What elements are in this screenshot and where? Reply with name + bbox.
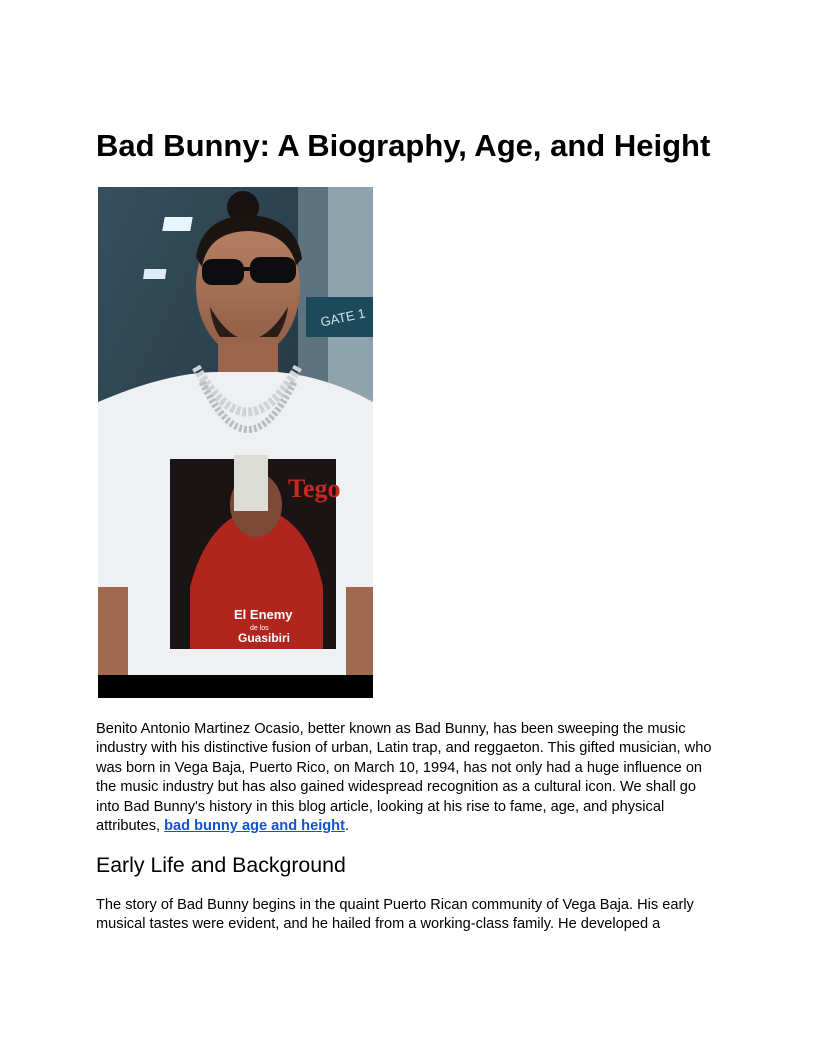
- bad-bunny-age-height-link[interactable]: bad bunny age and height: [164, 818, 345, 835]
- shirt-text-line3: Guasibiri: [238, 631, 291, 645]
- intro-paragraph: [96, 720, 720, 836]
- gate-sign-text: GATE 1: [319, 305, 367, 330]
- shirt-text-line2: de los: [250, 625, 269, 632]
- bad-bunny-photo: [98, 187, 373, 698]
- shirt-brand-text: Tego: [288, 474, 341, 503]
- section-heading-early-life: Early Life and Background: [96, 853, 346, 877]
- intro-text-end: .: [344, 818, 350, 835]
- intro-text: Benito Antonio Martinez Ocasio, better known as Bad Bunny, has been sweeping the music industry with his distinctive fusion of urban, Latin trap, and reggaeton. This gifted musician, who was born in Vega Baja, Puerto Rico, on March 10, 1994, has not only had a huge influence on the music industry but has also gained widespread recognition as a cultural icon. We shall go into Bad Bunny's history in this blog article, looking at his rise to fame, age, and physical attributes,: [96, 721, 712, 835]
- shirt-text-line1: El Enemy: [234, 607, 293, 622]
- early-life-paragraph: The story of Bad Bunny begins in the quaint Puerto Rican community of Vega Baja. His early musical tastes were evident, and he hailed from a working-class family. He developed a: [96, 897, 694, 933]
- page-title: Bad Bunny: A Biography, Age, and Height: [96, 128, 711, 163]
